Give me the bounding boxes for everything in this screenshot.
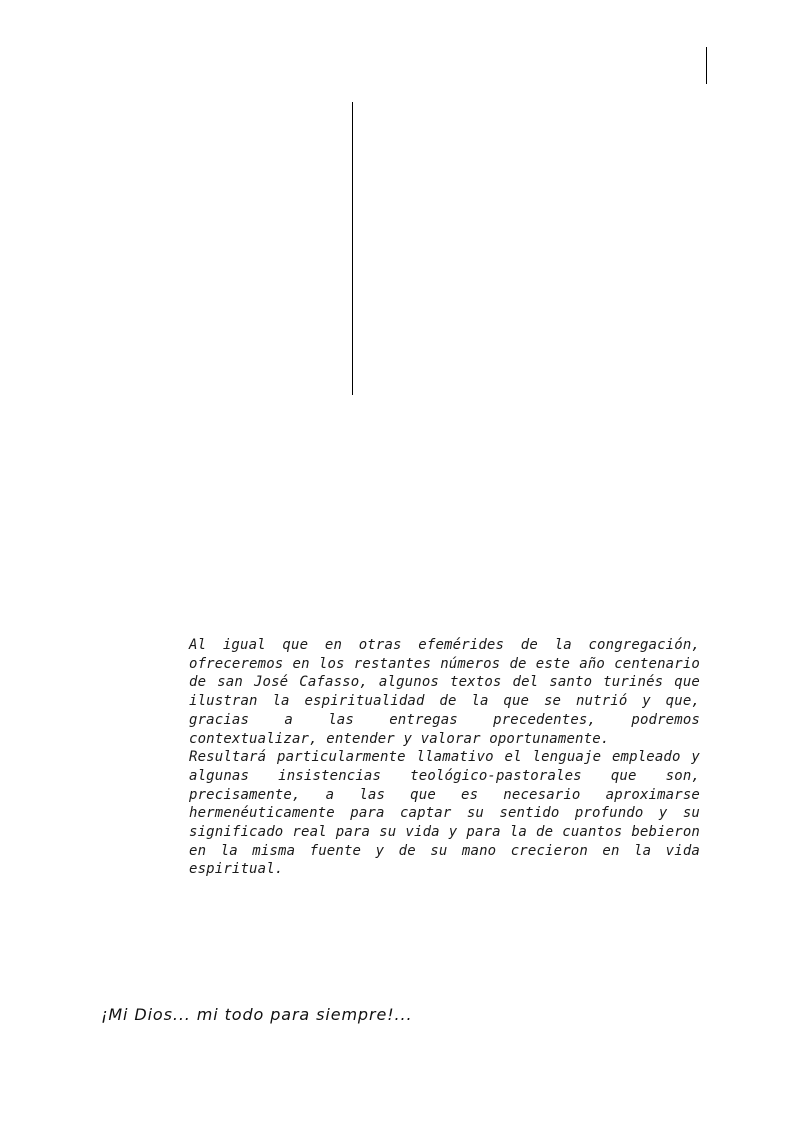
intro-paragraph-1: Al igual que en otras efemérides de la congregación, ofreceremos en los restantes números de este año centenario de san José Cafasso, algunos textos del santo turinés que ilustran la espiritualidad de la que se nutrió y que, gracias a las entregas precedentes, podremos contextualizar, entender y valorar oportunamente. <box>189 637 700 747</box>
introduction-block <box>189 636 700 879</box>
center-vertical-rule <box>352 102 353 395</box>
tagline-quote: ¡Mi Dios... mi todo para siempre!... <box>101 1005 413 1024</box>
intro-paragraph-2: Resultará particularmente llamativo el lenguaje empleado y algunas insistencias teológico-pastorales que son, precisamente, a las que es necesario aproximarse hermenéuticamente para captar su sentido profundo y su significado real para su vida y para la de cuantos bebieron en la misma fuente y de su mano crecieron en la vida espiritual. <box>189 749 700 878</box>
header-vertical-rule <box>706 47 707 84</box>
